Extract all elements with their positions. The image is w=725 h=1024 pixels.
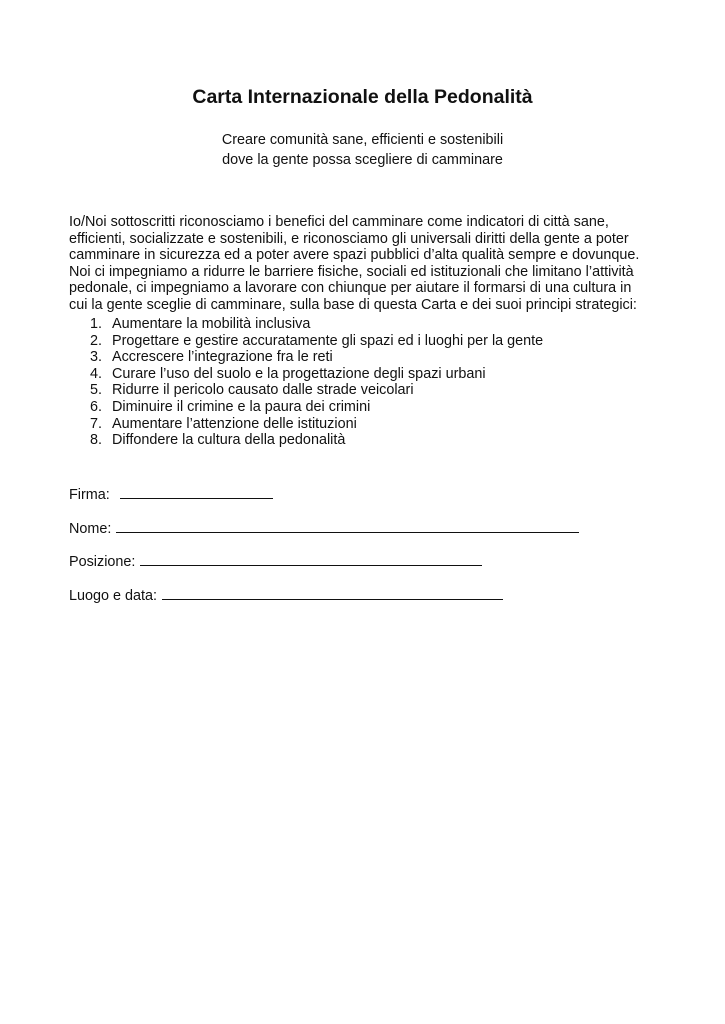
paragraph-line: Noi ci impegniamo a ridurre le barriere fisiche, sociali ed istituzionali che limitano l’attività (69, 263, 634, 280)
list-item-text: Aumentare l’attenzione delle istituzioni (112, 415, 357, 432)
list-item-text: Ridurre il pericolo causato dalle strade veicolari (112, 382, 414, 399)
list-number: 7. (90, 415, 103, 432)
list-item (90, 349, 543, 366)
list-item (90, 316, 543, 333)
list-item (90, 382, 543, 399)
signature-label: Firma: (69, 487, 110, 503)
list-number: 3. (90, 349, 103, 366)
signature-line[interactable] (120, 484, 273, 499)
list-item-text: Diffondere la cultura della pedonalità (112, 432, 346, 449)
paragraph-line: cui la gente sceglie di camminare, sulla base di questa Carta e dei suoi principi strategici: (69, 296, 637, 313)
commitment-paragraph (69, 214, 659, 314)
list-item (90, 399, 543, 416)
paragraph-line: camminare in sicurezza ed a poter avere spazi pubblici d’alta qualità sempre e dovunque. (69, 247, 640, 264)
subtitle-line: Creare comunità sane, efficienti e sostenibili (221, 132, 504, 148)
list-item (90, 416, 543, 433)
paragraph-line: efficienti, socializzate e sostenibili, e riconosciamo gli universali diritti della gente a poter (69, 230, 629, 247)
paragraph-line: pedonale, ci impegniamo a lavorare con chiunque per aiutare il formarsi di una cultura in (69, 280, 632, 297)
list-number: 8. (90, 432, 103, 449)
list-number: 6. (90, 398, 103, 415)
document-title: Carta Internazionale della Pedonalità (192, 86, 533, 108)
principles-list (90, 316, 543, 449)
document-subtitle (0, 130, 725, 170)
list-item-text: Diminuire il crimine e la paura dei crimini (112, 398, 371, 415)
list-item (90, 432, 543, 449)
signature-field[interactable] (69, 484, 273, 504)
list-number: 5. (90, 382, 103, 399)
name-line[interactable] (116, 518, 579, 533)
list-item-text: Curare l’uso del suolo e la progettazione degli spazi urbani (112, 365, 486, 382)
position-line[interactable] (140, 551, 482, 566)
paragraph-line: Io/Noi sottoscritti riconosciamo i benefici del camminare come indicatori di città sane, (69, 214, 609, 230)
list-item-text: Accrescere l’integrazione fra le reti (112, 349, 333, 366)
place-date-line[interactable] (162, 585, 503, 600)
position-label: Posizione: (69, 554, 136, 570)
list-item-text: Aumentare la mobilità inclusiva (112, 316, 311, 332)
subtitle-line: dove la gente possa scegliere di camminare (222, 152, 503, 168)
list-number: 2. (90, 332, 103, 349)
place-date-field[interactable] (69, 585, 503, 605)
list-item-text: Progettare e gestire accuratamente gli spazi ed i luoghi per la gente (112, 332, 544, 349)
name-field[interactable] (69, 518, 579, 538)
list-item (90, 333, 543, 350)
list-number: 4. (90, 365, 103, 382)
list-number: 1. (90, 316, 103, 332)
name-label: Nome: (69, 521, 112, 537)
place-date-label: Luogo e data: (69, 588, 158, 604)
position-field[interactable] (69, 551, 482, 571)
list-item (90, 366, 543, 383)
